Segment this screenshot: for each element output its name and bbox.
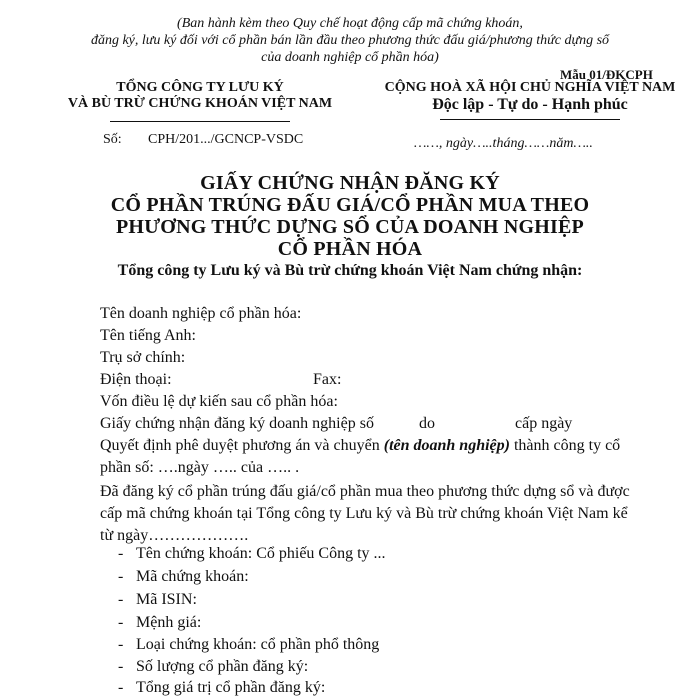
- list-item-total-value: Tổng giá trị cổ phần đăng ký:: [136, 679, 326, 696]
- list-item-security-name: Tên chứng khoán: Cổ phiếu Công ty ...: [136, 545, 386, 562]
- bullet-dash: -: [118, 636, 124, 653]
- title-line1: GIẤY CHỨNG NHẬN ĐĂNG KÝ: [200, 172, 500, 194]
- list-item-security-type: Loại chứng khoán: cổ phần phổ thông: [136, 636, 380, 653]
- bullet-dash: -: [118, 658, 124, 675]
- nation-line1: CỘNG HOÀ XÃ HỘI CHỦ NGHĨA VIỆT NAM: [384, 80, 676, 95]
- bullet-dash: -: [118, 568, 124, 585]
- phone-field: Điện thoại:: [100, 371, 172, 388]
- registered-line1: Đã đăng ký cổ phần trúng đấu giá/cổ phần mua theo phương thức dựng sổ và được: [100, 483, 630, 500]
- nation-line2: Độc lập - Tự do - Hạnh phúc: [432, 96, 628, 113]
- bullet-dash: -: [118, 679, 124, 696]
- title-line3: PHƯƠNG THỨC DỰNG SỔ CỦA DOANH NGHIỆP: [116, 216, 584, 238]
- date-line: ……, ngày…..tháng……năm…..: [414, 136, 593, 151]
- decision-text-b: thành công ty cổ: [513, 437, 621, 454]
- number-label: Số:: [103, 132, 122, 147]
- number-value: CPH/201.../GCNCP-VSDC: [148, 132, 304, 147]
- issuer-underline: [110, 121, 290, 122]
- regulation-note-line1: (Ban hành kèm theo Quy chế hoạt động cấp mã chứng khoán,: [177, 16, 523, 31]
- company-name-field: Tên doanh nghiệp cổ phần hóa:: [100, 305, 302, 322]
- fax-field: Fax:: [313, 371, 342, 388]
- registration-cert-issuer: do: [419, 415, 435, 432]
- list-item-security-code: Mã chứng khoán:: [136, 568, 249, 585]
- bullet-dash: -: [118, 591, 124, 608]
- certifier-statement: Tổng công ty Lưu ký và Bù trừ chứng khoán Việt Nam chứng nhận:: [117, 262, 583, 279]
- decision-text-a: Quyết định phê duyệt phương án và chuyển: [100, 437, 380, 454]
- issuer-line1: TỔNG CÔNG TY LƯU KÝ: [116, 80, 284, 95]
- issuer-line2: VÀ BÙ TRỪ CHỨNG KHOÁN VIỆT NAM: [67, 96, 333, 111]
- nation-underline: [440, 119, 620, 120]
- form-code: Mẫu 01/ĐKCPH: [560, 67, 653, 82]
- decision-line2: phần số: ….ngày ….. của ….. .: [100, 459, 300, 476]
- regulation-note-line2: đăng ký, lưu ký đối với cổ phần bán lần đầu theo phương thức đấu giá/phương thức dựng sổ: [90, 33, 610, 48]
- charter-capital-field: Vốn điều lệ dự kiến sau cổ phần hóa:: [100, 393, 338, 410]
- list-item-share-quantity: Số lượng cổ phần đăng ký:: [136, 658, 309, 675]
- registration-cert-field: Giấy chứng nhận đăng ký doanh nghiệp số: [100, 415, 374, 432]
- registered-line2: cấp mã chứng khoán tại Tổng công ty Lưu ký và Bù trừ chứng khoán Việt Nam kể: [100, 505, 628, 522]
- title-line2: CỔ PHẦN TRÚNG ĐẤU GIÁ/CỔ PHẦN MUA THEO: [110, 194, 590, 216]
- bullet-dash: -: [118, 614, 124, 631]
- list-item-par-value: Mệnh giá:: [136, 614, 202, 631]
- registered-line3: từ ngày……………….: [100, 527, 249, 544]
- decision-line1: [100, 436, 620, 456]
- list-item-isin: Mã ISIN:: [136, 591, 197, 608]
- bullet-dash: -: [118, 545, 124, 562]
- decision-company-placeholder: (tên doanh nghiệp): [383, 437, 510, 454]
- title-line4: CỔ PHẦN HÓA: [277, 238, 423, 260]
- regulation-note-line3: của doanh nghiệp cổ phần hóa): [261, 50, 439, 65]
- english-name-field: Tên tiếng Anh:: [100, 327, 196, 344]
- head-office-field: Trụ sở chính:: [100, 349, 186, 366]
- registration-cert-date: cấp ngày: [515, 415, 573, 432]
